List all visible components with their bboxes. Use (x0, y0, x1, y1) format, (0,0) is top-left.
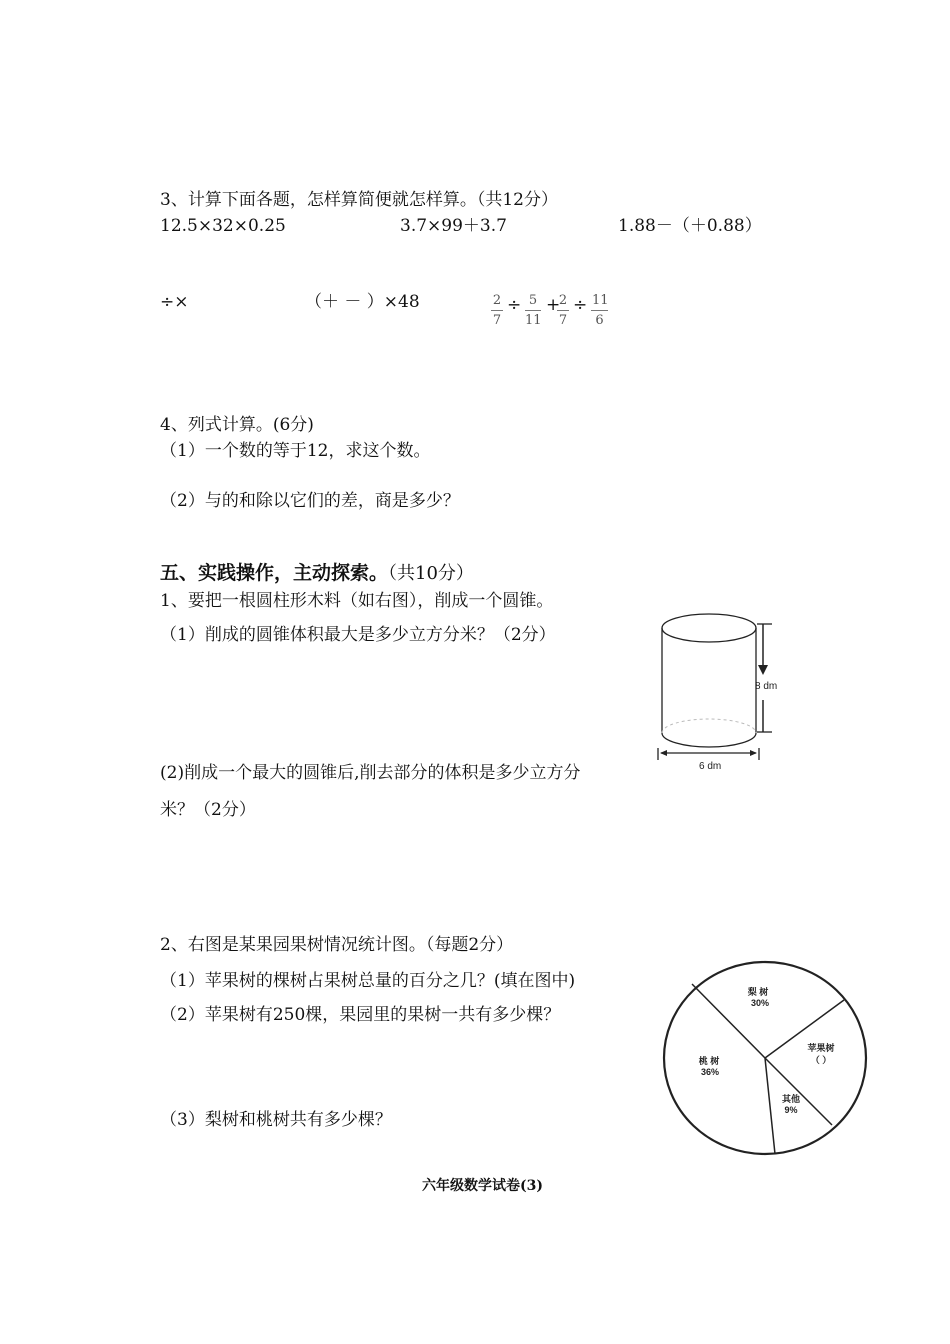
q4-item-1: （1）一个数的等于12，求这个数。 (160, 441, 431, 461)
page-footer: 六年级数学试卷(3) (422, 1178, 543, 1194)
pie-divider-apple-other (765, 1058, 832, 1125)
slice-value-pear: 30% (750, 998, 770, 1008)
pie-divider-other-peach (765, 1058, 775, 1154)
divide-sign-1: ÷ (507, 295, 522, 315)
s5-problem-2-item-2: （2）苹果树有250棵，果园里的果树一共有多少棵？ (160, 1005, 561, 1025)
q3-expr-5: （＋ － ）×48 (305, 292, 420, 312)
q3-expr-1: 12.5×32×0.25 (160, 216, 286, 236)
section-heading (160, 563, 474, 584)
s5-problem-1-item-2-line-2: 米？（2分） (160, 800, 256, 820)
diameter-label: 6 dm (699, 761, 722, 772)
pie-chart (660, 960, 870, 1160)
slice-value-peach: 36% (700, 1067, 720, 1077)
divide-sign-2: ÷ (573, 295, 588, 315)
s5-problem-2: 2、右图是某果园果树情况统计图。（每题2分） (160, 935, 514, 955)
fraction-1: $\frac{2}{7}$ (492, 293, 502, 328)
q3-expr-3: 1.88－（＋0.88） (618, 216, 762, 236)
slice-label-other: 其他 (781, 1094, 801, 1104)
s5-problem-1-item-2-line-1: (2)削成一个最大的圆锥后,削去部分的体积是多少立方分 (160, 763, 581, 783)
q3-expr-2: 3.7×99＋3.7 (400, 216, 507, 236)
q3-title: 3、计算下面各题，怎样算简便就怎样算。（共12分） (160, 190, 558, 210)
s5-problem-1: 1、要把一根圆柱形木料（如右图），削成一个圆锥。 (160, 591, 554, 611)
fraction-4: $\frac{11}{6}$ (592, 293, 609, 328)
slice-value-other: 9% (784, 1105, 798, 1115)
slice-label-apple: 苹果树 (807, 1043, 835, 1053)
slice-label-peach: 桃 树 (698, 1056, 720, 1066)
slice-label-pear: 梨 树 (747, 987, 769, 997)
q3-expr-4: ÷× (160, 292, 189, 312)
section-heading-text: 五、实践操作，主动探索。 (160, 562, 389, 584)
slice-value-apple: （ ） (810, 1055, 832, 1065)
s5-problem-1-item-1: （1）削成的圆锥体积最大是多少立方分米？（2分） (160, 625, 556, 645)
s5-problem-2-item-3: （3）梨树和桃树共有多少棵？ (160, 1110, 392, 1130)
q4-title: 4、列式计算。(6分) (160, 415, 314, 435)
plus-sign: + (546, 295, 561, 315)
cylinder-figure (655, 605, 805, 775)
q4-item-2: （2）与的和除以它们的差，商是多少？ (160, 491, 460, 511)
height-label: 8 dm (755, 681, 778, 692)
section-heading-points: （共10分） (388, 563, 474, 584)
fraction-2: $\frac{5}{11}$ (525, 293, 542, 328)
fraction-3: $\frac{2}{7}$ (558, 293, 568, 328)
s5-problem-2-item-1: （1）苹果树的棵树占果树总量的百分之几？(填在图中) (160, 971, 576, 991)
